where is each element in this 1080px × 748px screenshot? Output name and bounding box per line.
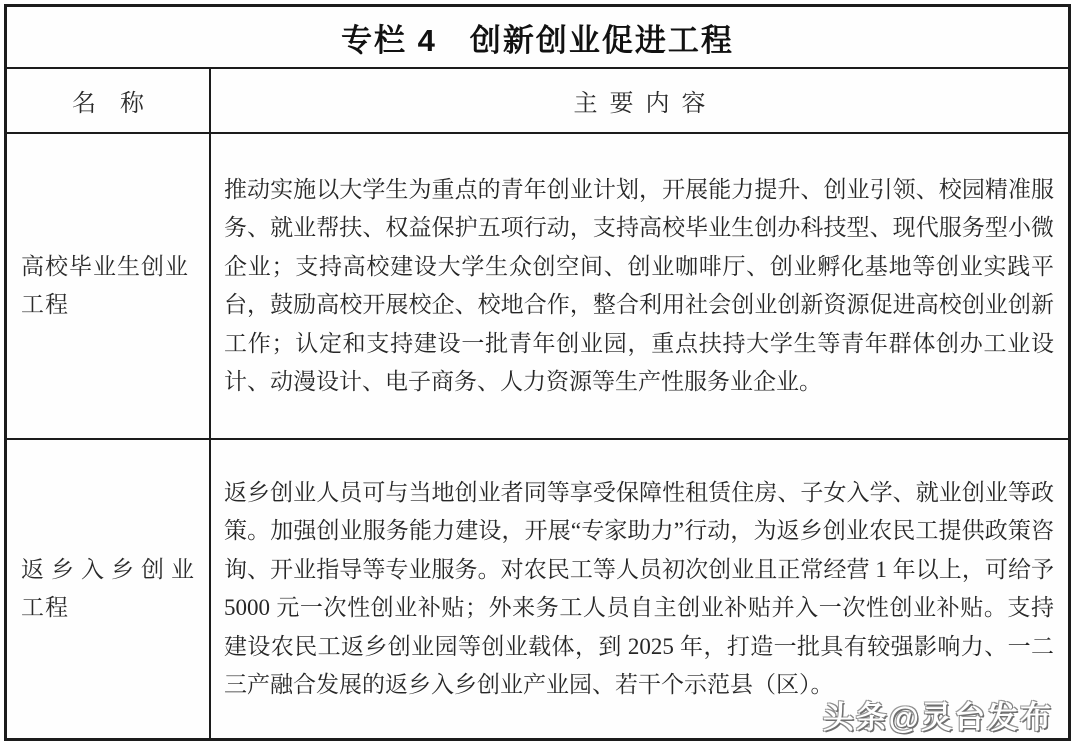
row-name-line: 工程 <box>21 595 69 620</box>
toutiao-watermark: 头条@灵台发布 <box>822 700 1053 735</box>
row-name-line: 返乡入乡创业 <box>21 557 201 582</box>
row-content-text: 返乡创业人员可与当地创业者同等享受保障性租赁住房、子女入学、就业创业等政策。加强创业服务能力建设，开展“专家助力”行动，为返乡创业农民工提供政策咨询、开业指导等专业服务。对农民工等人员初次创业且正常经营 1 年以上，可给予 5000 元一次性创业补贴；外来务工人员自主创业补贴并入一次性创业补贴。支持建设农民工返乡创业园等创业载体，到 2025 年，打造一批具有较强影响力、一二三产融合发展的返乡入乡创业产业园、若干个示范县（区）。 <box>224 479 1054 697</box>
row-content-text: 推动实施以大学生为重点的青年创业计划，开展能力提升、创业引领、校园精准服务、就业帮扶、权益保护五项行动，支持高校毕业生创办科技型、现代服务型小微企业；支持高校建设大学生众创空间、创业咖啡厅、创业孵化基地等创业实践平台，鼓励高校开展校企、校地合作，整合利用社会创业创新资源促进高校创业创新工作；认定和支持建设一批青年创业园，重点扶持大学生等青年群体创办工业设计、动漫设计、电子商务、人力资源等生产性服务业企业。 <box>224 176 1054 394</box>
row-name-cell <box>7 132 209 438</box>
row-name-cell <box>7 438 209 738</box>
row-name-line: 高校毕业生创业 <box>21 254 189 279</box>
row-name-line: 工程 <box>21 292 69 317</box>
feature-table <box>4 4 1071 741</box>
column-header-name: 名 称 <box>72 91 144 117</box>
table-grid <box>7 69 1068 738</box>
row-content-cell <box>209 132 1068 438</box>
column-header-content: 主 要 内 容 <box>209 69 1068 132</box>
table-title: 专栏 4 创新创业促进工程 <box>7 7 1068 69</box>
